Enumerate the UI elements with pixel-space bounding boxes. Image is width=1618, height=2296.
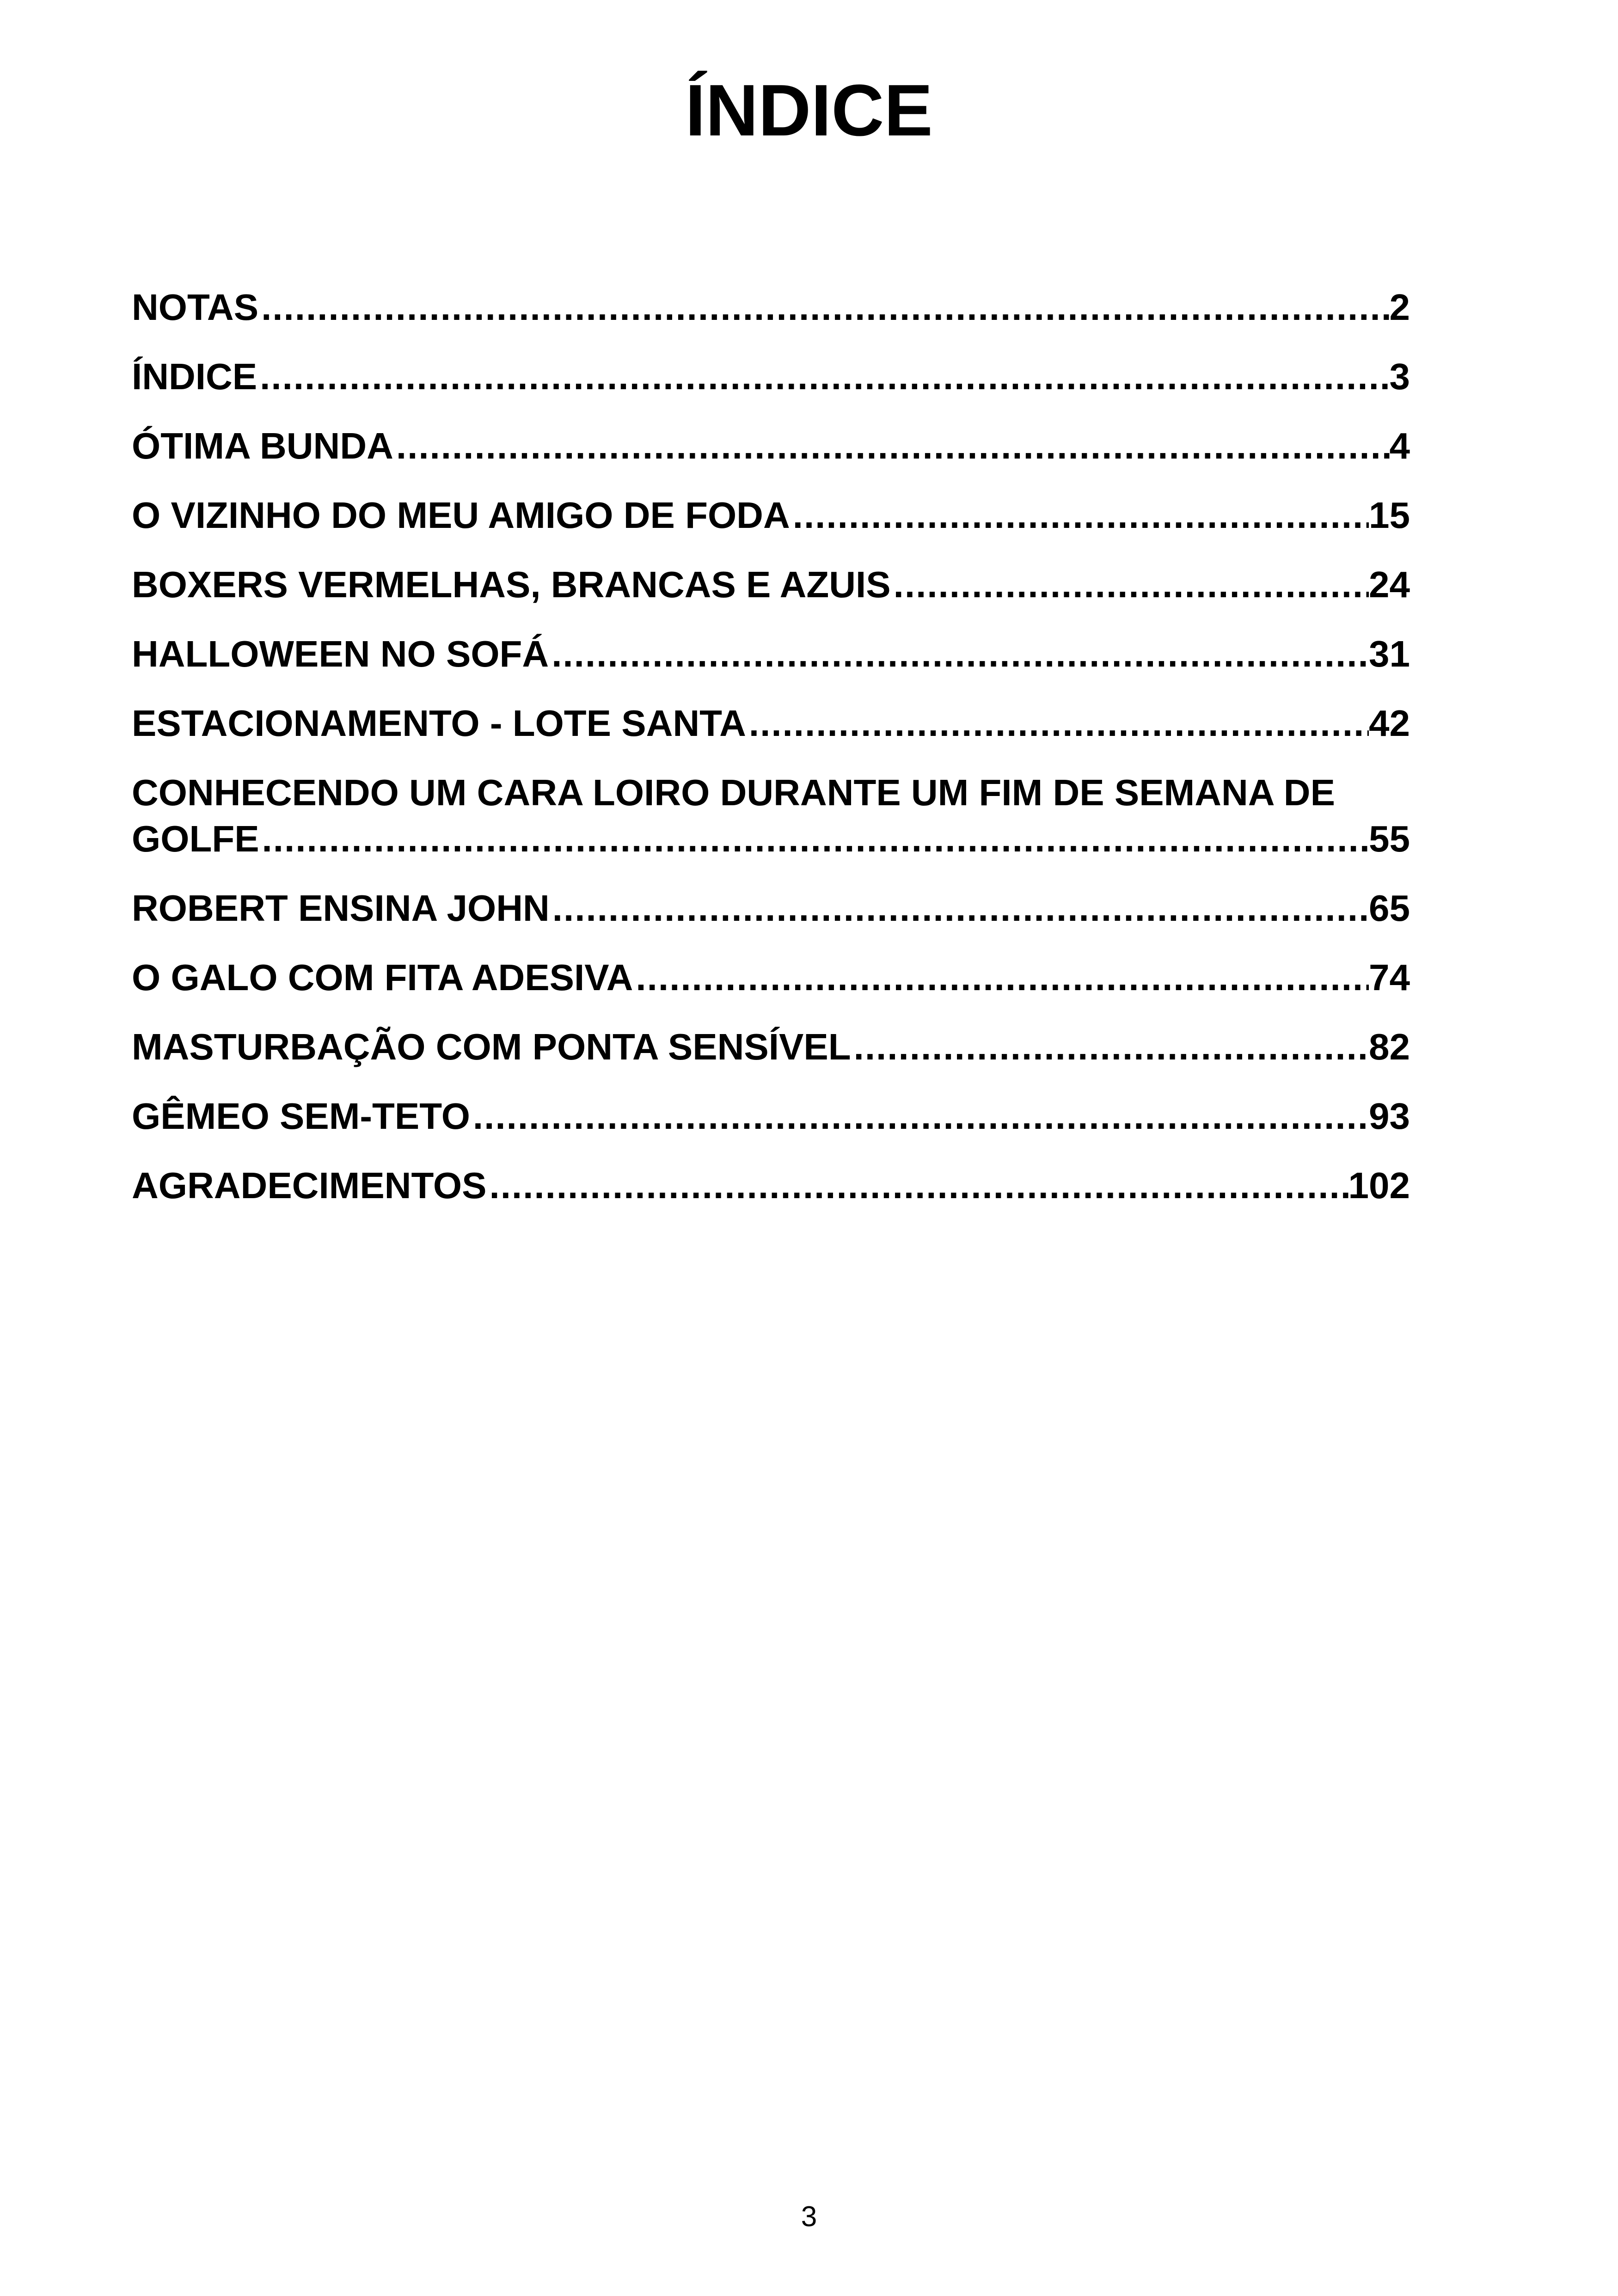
toc-entry-title: BOXERS VERMELHAS, BRANCAS E AZUIS [132, 564, 891, 605]
toc-entry-title: MASTURBAÇÃO COM PONTA SENSÍVEL [132, 1026, 851, 1067]
table-of-contents [132, 284, 1410, 1232]
page-title: ÍNDICE [685, 70, 933, 151]
dot-leader [790, 492, 1369, 539]
toc-entry-page: 93 [1369, 1096, 1410, 1137]
toc-entry-title: GÊMEO SEM-TETO [132, 1096, 470, 1137]
toc-entry-indice[interactable] [132, 354, 1410, 400]
toc-entry-title: ESTACIONAMENTO - LOTE SANTA [132, 703, 746, 744]
toc-entry-notas[interactable] [132, 284, 1410, 331]
dot-leader [258, 284, 1389, 331]
toc-entry-agradecimentos[interactable] [132, 1163, 1410, 1209]
toc-entry-title: NOTAS [132, 287, 259, 328]
dot-leader [257, 354, 1389, 400]
toc-entry-title: O VIZINHO DO MEU AMIGO DE FODA [132, 495, 790, 536]
toc-entry-galo[interactable] [132, 955, 1410, 1001]
toc-entry-page: 55 [1369, 818, 1410, 859]
toc-entry-conhecendo[interactable] [132, 770, 1410, 862]
toc-entry-boxers[interactable] [132, 562, 1410, 608]
dot-leader [549, 631, 1369, 677]
toc-entry-page: 4 [1389, 425, 1410, 466]
toc-entry-page: 82 [1369, 1026, 1410, 1067]
dot-leader [633, 955, 1369, 1001]
toc-entry-title: GOLFE [132, 818, 259, 859]
toc-entry-title: HALLOWEEN NO SOFÁ [132, 633, 549, 674]
toc-entry-title: O GALO COM FITA ADESIVA [132, 957, 633, 998]
toc-entry-title: ÍNDICE [132, 356, 257, 397]
dot-leader [746, 700, 1369, 747]
toc-entry-title: ÓTIMA BUNDA [132, 425, 393, 466]
toc-entry-otima-bunda[interactable] [132, 423, 1410, 469]
toc-entry-halloween[interactable] [132, 631, 1410, 677]
dot-leader [470, 1093, 1369, 1139]
toc-entry-title: AGRADECIMENTOS [132, 1165, 487, 1206]
dot-leader [891, 562, 1369, 608]
toc-entry-page: 42 [1369, 703, 1410, 744]
page-number: 3 [801, 2201, 817, 2233]
toc-entry-page: 2 [1389, 287, 1410, 328]
dot-leader [259, 816, 1369, 862]
toc-entry-masturbacao[interactable] [132, 1024, 1410, 1070]
toc-entry-estacionamento[interactable] [132, 700, 1410, 747]
toc-entry-gemeo[interactable] [132, 1093, 1410, 1139]
dot-leader [851, 1024, 1369, 1070]
toc-entry-title: ROBERT ENSINA JOHN [132, 888, 550, 929]
toc-entry-page: 3 [1389, 356, 1410, 397]
toc-entry-vizinho[interactable] [132, 492, 1410, 539]
toc-entry-page: 102 [1348, 1165, 1410, 1206]
dot-leader [550, 885, 1369, 931]
dot-leader [486, 1163, 1348, 1209]
toc-entry-robert[interactable] [132, 885, 1410, 931]
toc-entry-page: 24 [1369, 564, 1410, 605]
dot-leader [393, 423, 1390, 469]
toc-entry-page: 31 [1369, 633, 1410, 674]
toc-entry-page: 15 [1369, 495, 1410, 536]
toc-entry-page: 74 [1369, 957, 1410, 998]
toc-entry-page: 65 [1369, 888, 1410, 929]
toc-entry-title-line1: CONHECENDO UM CARA LOIRO DURANTE UM FIM DE SEMANA DE [132, 772, 1335, 813]
